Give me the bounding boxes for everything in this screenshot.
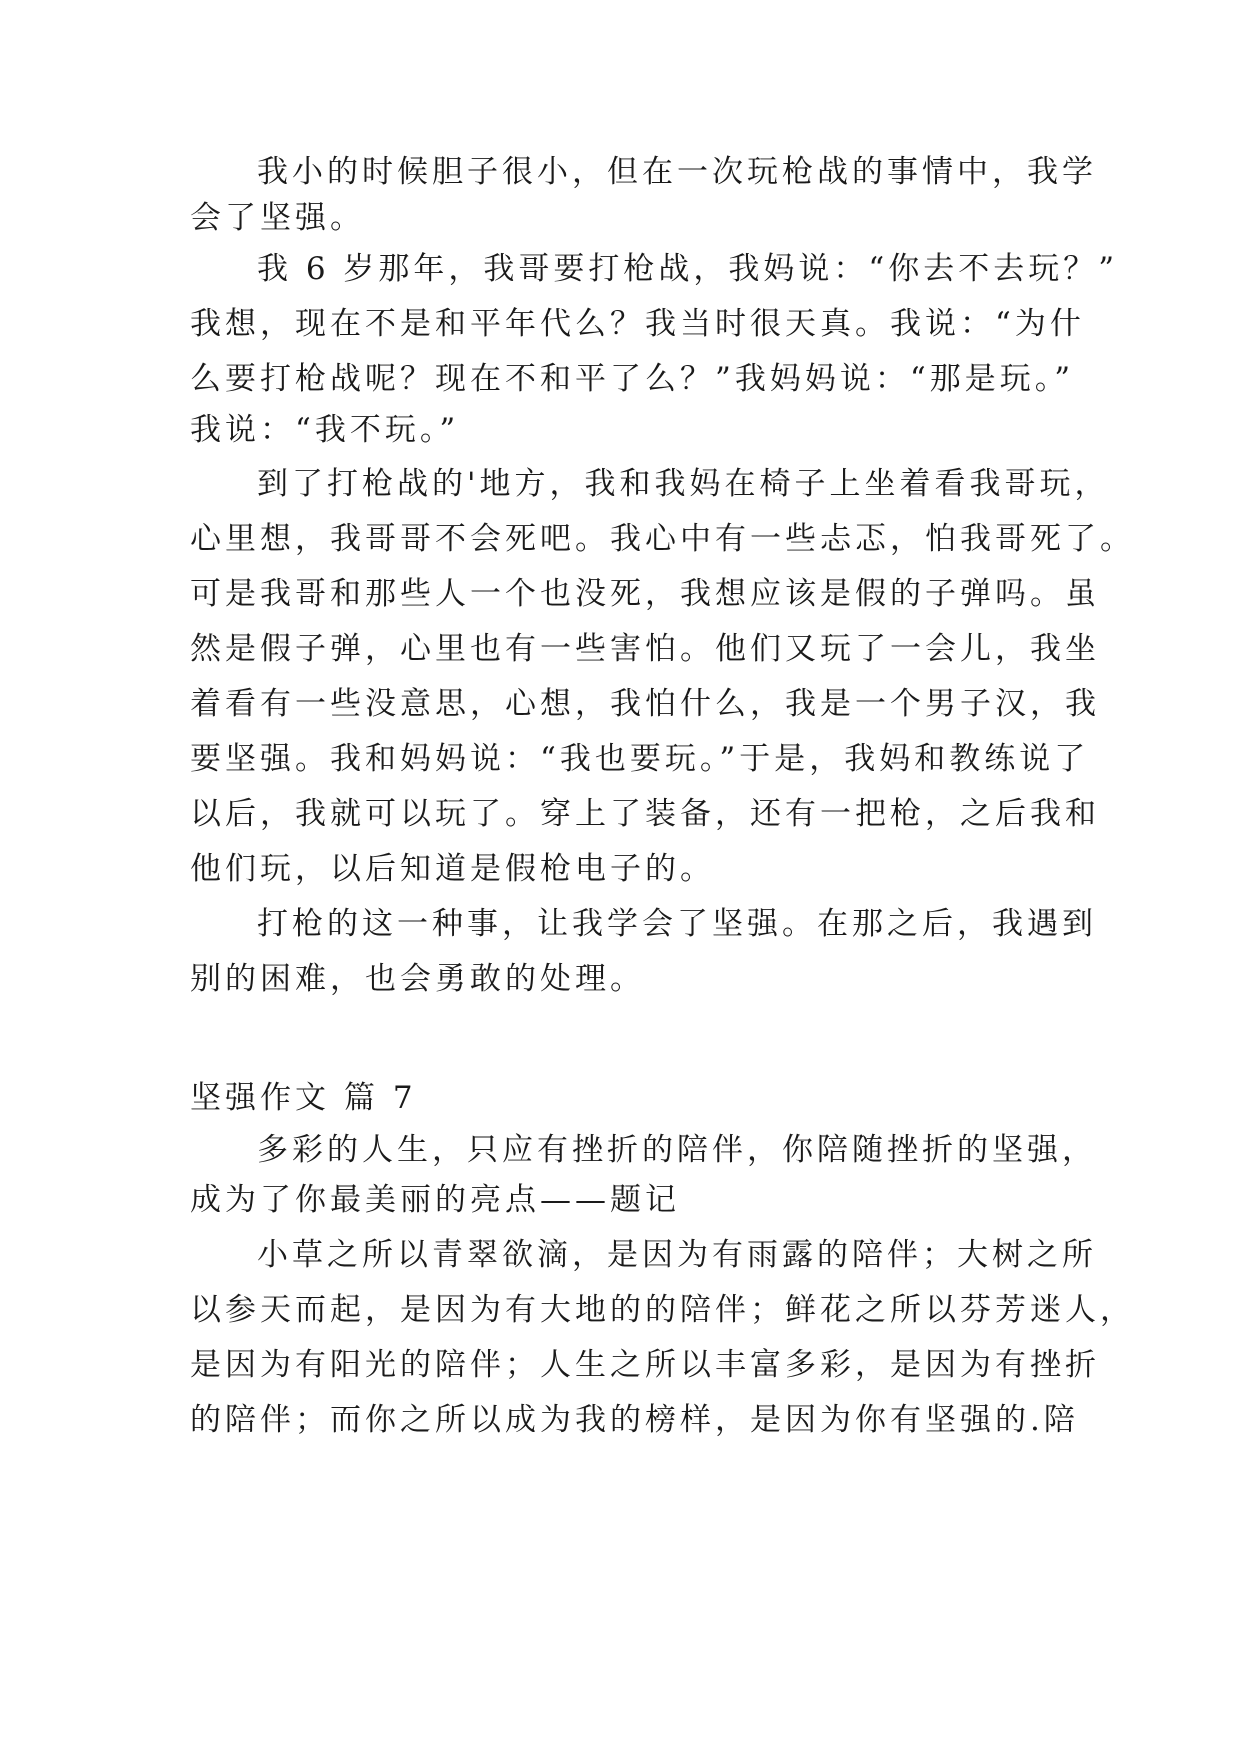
paragraph-line: 然是假子弹，心里也有一些害怕。他们又玩了一会儿，我坐: [190, 631, 1100, 667]
paragraph-line: 我小的时候胆子很小，但在一次玩枪战的事情中，我学: [257, 154, 1097, 190]
paragraph-line: 心里想，我哥哥不会死吧。我心中有一些忐忑，怕我哥死了。: [190, 521, 1135, 557]
section-heading-title: 坚强作文: [190, 1080, 330, 1116]
paragraph-line: 是因为有阳光的陪伴；人生之所以丰富多彩，是因为有挫折: [190, 1347, 1100, 1383]
paragraph-line: 我想，现在不是和平年代么？我当时很天真。我说：“为什: [190, 306, 1085, 342]
paragraph-line: 可是我哥和那些人一个也没死，我想应该是假的子弹吗。虽: [190, 576, 1100, 612]
paragraph-line: 我 6 岁那年，我哥要打枪战，我妈说：“你去不去玩？”: [257, 251, 1119, 287]
paragraph-line: 到了打枪战的'地方，我和我妈在椅子上坐着看我哥玩，: [257, 466, 1110, 502]
paragraph-line: 要坚强。我和妈妈说：“我也要玩。”于是，我妈和教练说了: [190, 741, 1090, 777]
section-heading-number: 篇 7: [344, 1080, 417, 1116]
paragraph-line: 的陪伴；而你之所以成为我的榜样，是因为你有坚强的.陪: [190, 1402, 1079, 1438]
paragraph-line: 着看有一些没意思，心想，我怕什么，我是一个男子汉，我: [190, 686, 1100, 722]
paragraph-line: 他们玩，以后知道是假枪电子的。: [190, 851, 715, 887]
paragraph-line: 成为了你最美丽的亮点——题记: [190, 1182, 680, 1218]
paragraph-line: 别的困难，也会勇敢的处理。: [190, 961, 645, 997]
section-heading: [190, 1076, 417, 1120]
paragraph-line: 小草之所以青翠欲滴，是因为有雨露的陪伴；大树之所: [257, 1237, 1097, 1273]
paragraph-line: 以参天而起，是因为有大地的的陪伴；鲜花之所以芬芳迷人，: [190, 1292, 1135, 1328]
paragraph-line: 以后，我就可以玩了。穿上了装备，还有一把枪，之后我和: [190, 796, 1100, 832]
paragraph-line: 我说：“我不玩。”: [190, 412, 460, 448]
paragraph-line: 么要打枪战呢？现在不和平了么？”我妈妈说：“那是玩。”: [190, 361, 1075, 397]
paragraph-line: 会了坚强。: [190, 200, 365, 236]
paragraph-line: 多彩的人生，只应有挫折的陪伴，你陪随挫折的坚强，: [257, 1132, 1097, 1168]
paragraph-line: 打枪的这一种事，让我学会了坚强。在那之后，我遇到: [257, 906, 1097, 942]
